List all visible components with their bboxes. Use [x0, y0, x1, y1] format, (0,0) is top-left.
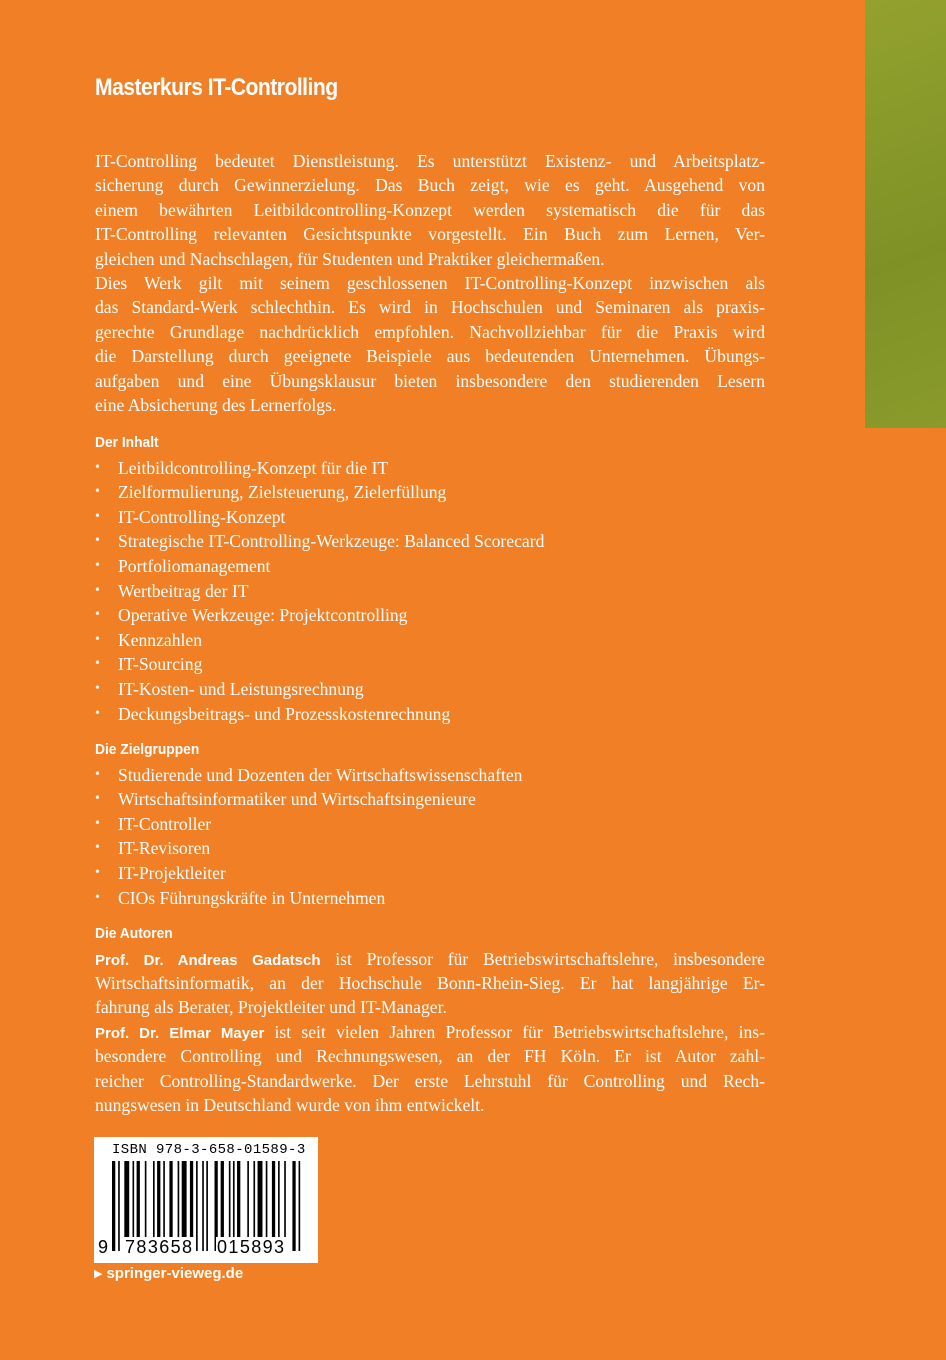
- content-list: [95, 456, 765, 727]
- bullet-icon: •: [95, 865, 100, 881]
- intro-paragraph: [95, 149, 765, 417]
- list-item: • Portfoliomanagement: [95, 554, 765, 579]
- list-item: • Operative Werkzeuge: Projektcontrolling: [95, 603, 765, 628]
- bullet-icon: •: [95, 705, 100, 721]
- barcode-bar: [112, 1161, 115, 1251]
- ean-first-digit: 9: [98, 1237, 109, 1257]
- publisher-url[interactable]: ▶ springer-vieweg.de: [94, 1265, 244, 1282]
- bullet-icon: •: [95, 533, 100, 549]
- list-item: • IT-Controlling-Konzept: [95, 505, 765, 530]
- green-accent-strip: [865, 0, 946, 428]
- intro-line: IT-Controlling bedeutet Dienstleistung. Es unterstützt Existenz- und Arbeitsplatz-: [95, 151, 765, 171]
- list-item: • Wertbeitrag der IT: [95, 579, 765, 604]
- barcode-bar: [292, 1161, 295, 1251]
- back-cover-content: [95, 149, 765, 1117]
- list-item: • Strategische IT-Controlling-Werkzeuge: Balanced Scorecard: [95, 529, 765, 554]
- ean-left-digits: 783658: [125, 1237, 194, 1257]
- author-name: Prof. Dr. Andreas Gadatsch: [95, 951, 321, 969]
- bullet-icon: •: [95, 459, 100, 475]
- barcode-bar: [196, 1161, 198, 1251]
- list-item: • CIOs Führungskräfte in Unternehmen: [95, 886, 765, 911]
- author-name: Prof. Dr. Elmar Mayer: [95, 1024, 265, 1042]
- list-item: • IT-Sourcing: [95, 652, 765, 677]
- authors-heading: Die Autoren: [95, 925, 173, 943]
- barcode-bar: [118, 1161, 120, 1251]
- bullet-icon: •: [95, 508, 100, 524]
- barcode-bar: [299, 1161, 301, 1251]
- author-bio-gadatsch: Prof. Dr. Andreas Gadatsch ist Professor für Betriebswirtschaftslehre, insbesondere Wirtschaftsinformatik, an der Hochschule Bonn-Rhein-Sieg. Er hat langjährige Er- fahrung als Berater, Projektleiter und IT-Manager.: [95, 948, 765, 1018]
- bullet-icon: •: [95, 840, 100, 856]
- audience-list: [95, 763, 765, 911]
- arrow-right-icon: ▶: [94, 1268, 103, 1280]
- list-item: • IT-Controller: [95, 812, 765, 837]
- intro-line: IT-Controlling relevanten Gesichtspunkte vorgestellt. Ein Buch zum Lernen, Ver-: [95, 224, 765, 245]
- bullet-icon: •: [95, 656, 100, 672]
- intro-line: gleichen und Nachschlagen, für Studenten und Praktiker gleichermaßen.: [95, 248, 605, 269]
- intro-line: einem bewährten Leitbildcontrolling-Konzept werden systematisch die für das: [95, 199, 765, 220]
- list-item: • Studierende und Dozenten der Wirtschaftswissenschaften: [95, 763, 765, 788]
- content-heading: Der Inhalt: [95, 434, 159, 452]
- bullet-icon: •: [95, 558, 100, 574]
- list-item: • Wirtschaftsinformatiker und Wirtschaftsingenieure: [95, 787, 765, 812]
- bullet-icon: •: [95, 791, 100, 807]
- list-item: • Leitbildcontrolling-Konzept für die IT: [95, 456, 765, 481]
- ean-right-digits: 015893: [217, 1237, 286, 1257]
- bullet-icon: •: [95, 766, 100, 782]
- author-bio-mayer: Prof. Dr. Elmar Mayer ist seit vielen Jahren Professor für Betriebswirtschaftslehre, ins- besondere Controlling und Rechnungswesen, an der FH Köln. Er ist Autor zahl- reicher Controlling-Standardwerke. Der erste Lehrstuhl für Controlling und Rech- nungswesen in Deutschland wurde von ihm entwickelt.: [95, 1021, 765, 1115]
- intro-line: eine Absicherung des Lernerfolgs.: [95, 394, 337, 415]
- bullet-icon: •: [95, 607, 100, 623]
- bullet-icon: •: [95, 582, 100, 598]
- barcode-bar: [206, 1161, 208, 1251]
- bullet-icon: •: [95, 484, 100, 500]
- list-item: • Zielformulierung, Zielsteuerung, Zielerfüllung: [95, 480, 765, 505]
- intro-line: sicherung durch Gewinnerzielung. Das Buch zeigt, wie es geht. Ausgehend von: [95, 175, 765, 196]
- isbn-barcode: [94, 1137, 318, 1263]
- bullet-icon: •: [95, 631, 100, 647]
- list-item: • Kennzahlen: [95, 628, 765, 653]
- list-item: • IT-Revisoren: [95, 836, 765, 861]
- book-title: Masterkurs IT-Controlling: [95, 74, 338, 101]
- intro-line: die Darstellung durch geeignete Beispiele aus bedeutenden Unternehmen. Übungs-: [95, 346, 765, 367]
- audience-heading: Die Zielgruppen: [95, 741, 200, 759]
- intro-line: aufgaben und eine Übungsklausur bieten insbesondere den studierenden Lesern: [95, 370, 765, 391]
- bullet-icon: •: [95, 889, 100, 905]
- intro-line: Dies Werk gilt mit seinem geschlossenen IT-Controlling-Konzept inzwischen als: [95, 272, 765, 293]
- barcode-bar: [202, 1161, 204, 1251]
- isbn-label: ISBN 978-3-658-01589-3: [112, 1142, 306, 1158]
- bullet-icon: •: [95, 681, 100, 697]
- list-item: • Deckungsbeitrags- und Prozesskostenrechnung: [95, 702, 765, 727]
- bullet-icon: •: [95, 815, 100, 831]
- list-item: • IT-Kosten- und Leistungsrechnung: [95, 677, 765, 702]
- list-item: • IT-Projektleiter: [95, 861, 765, 886]
- intro-line: gerechte Grundlage nachdrücklich empfohlen. Nachvollziehbar für die Praxis wird: [95, 321, 765, 342]
- intro-line: das Standard-Werk schlechthin. Es wird in Hochschulen und Seminaren als praxis-: [95, 297, 765, 318]
